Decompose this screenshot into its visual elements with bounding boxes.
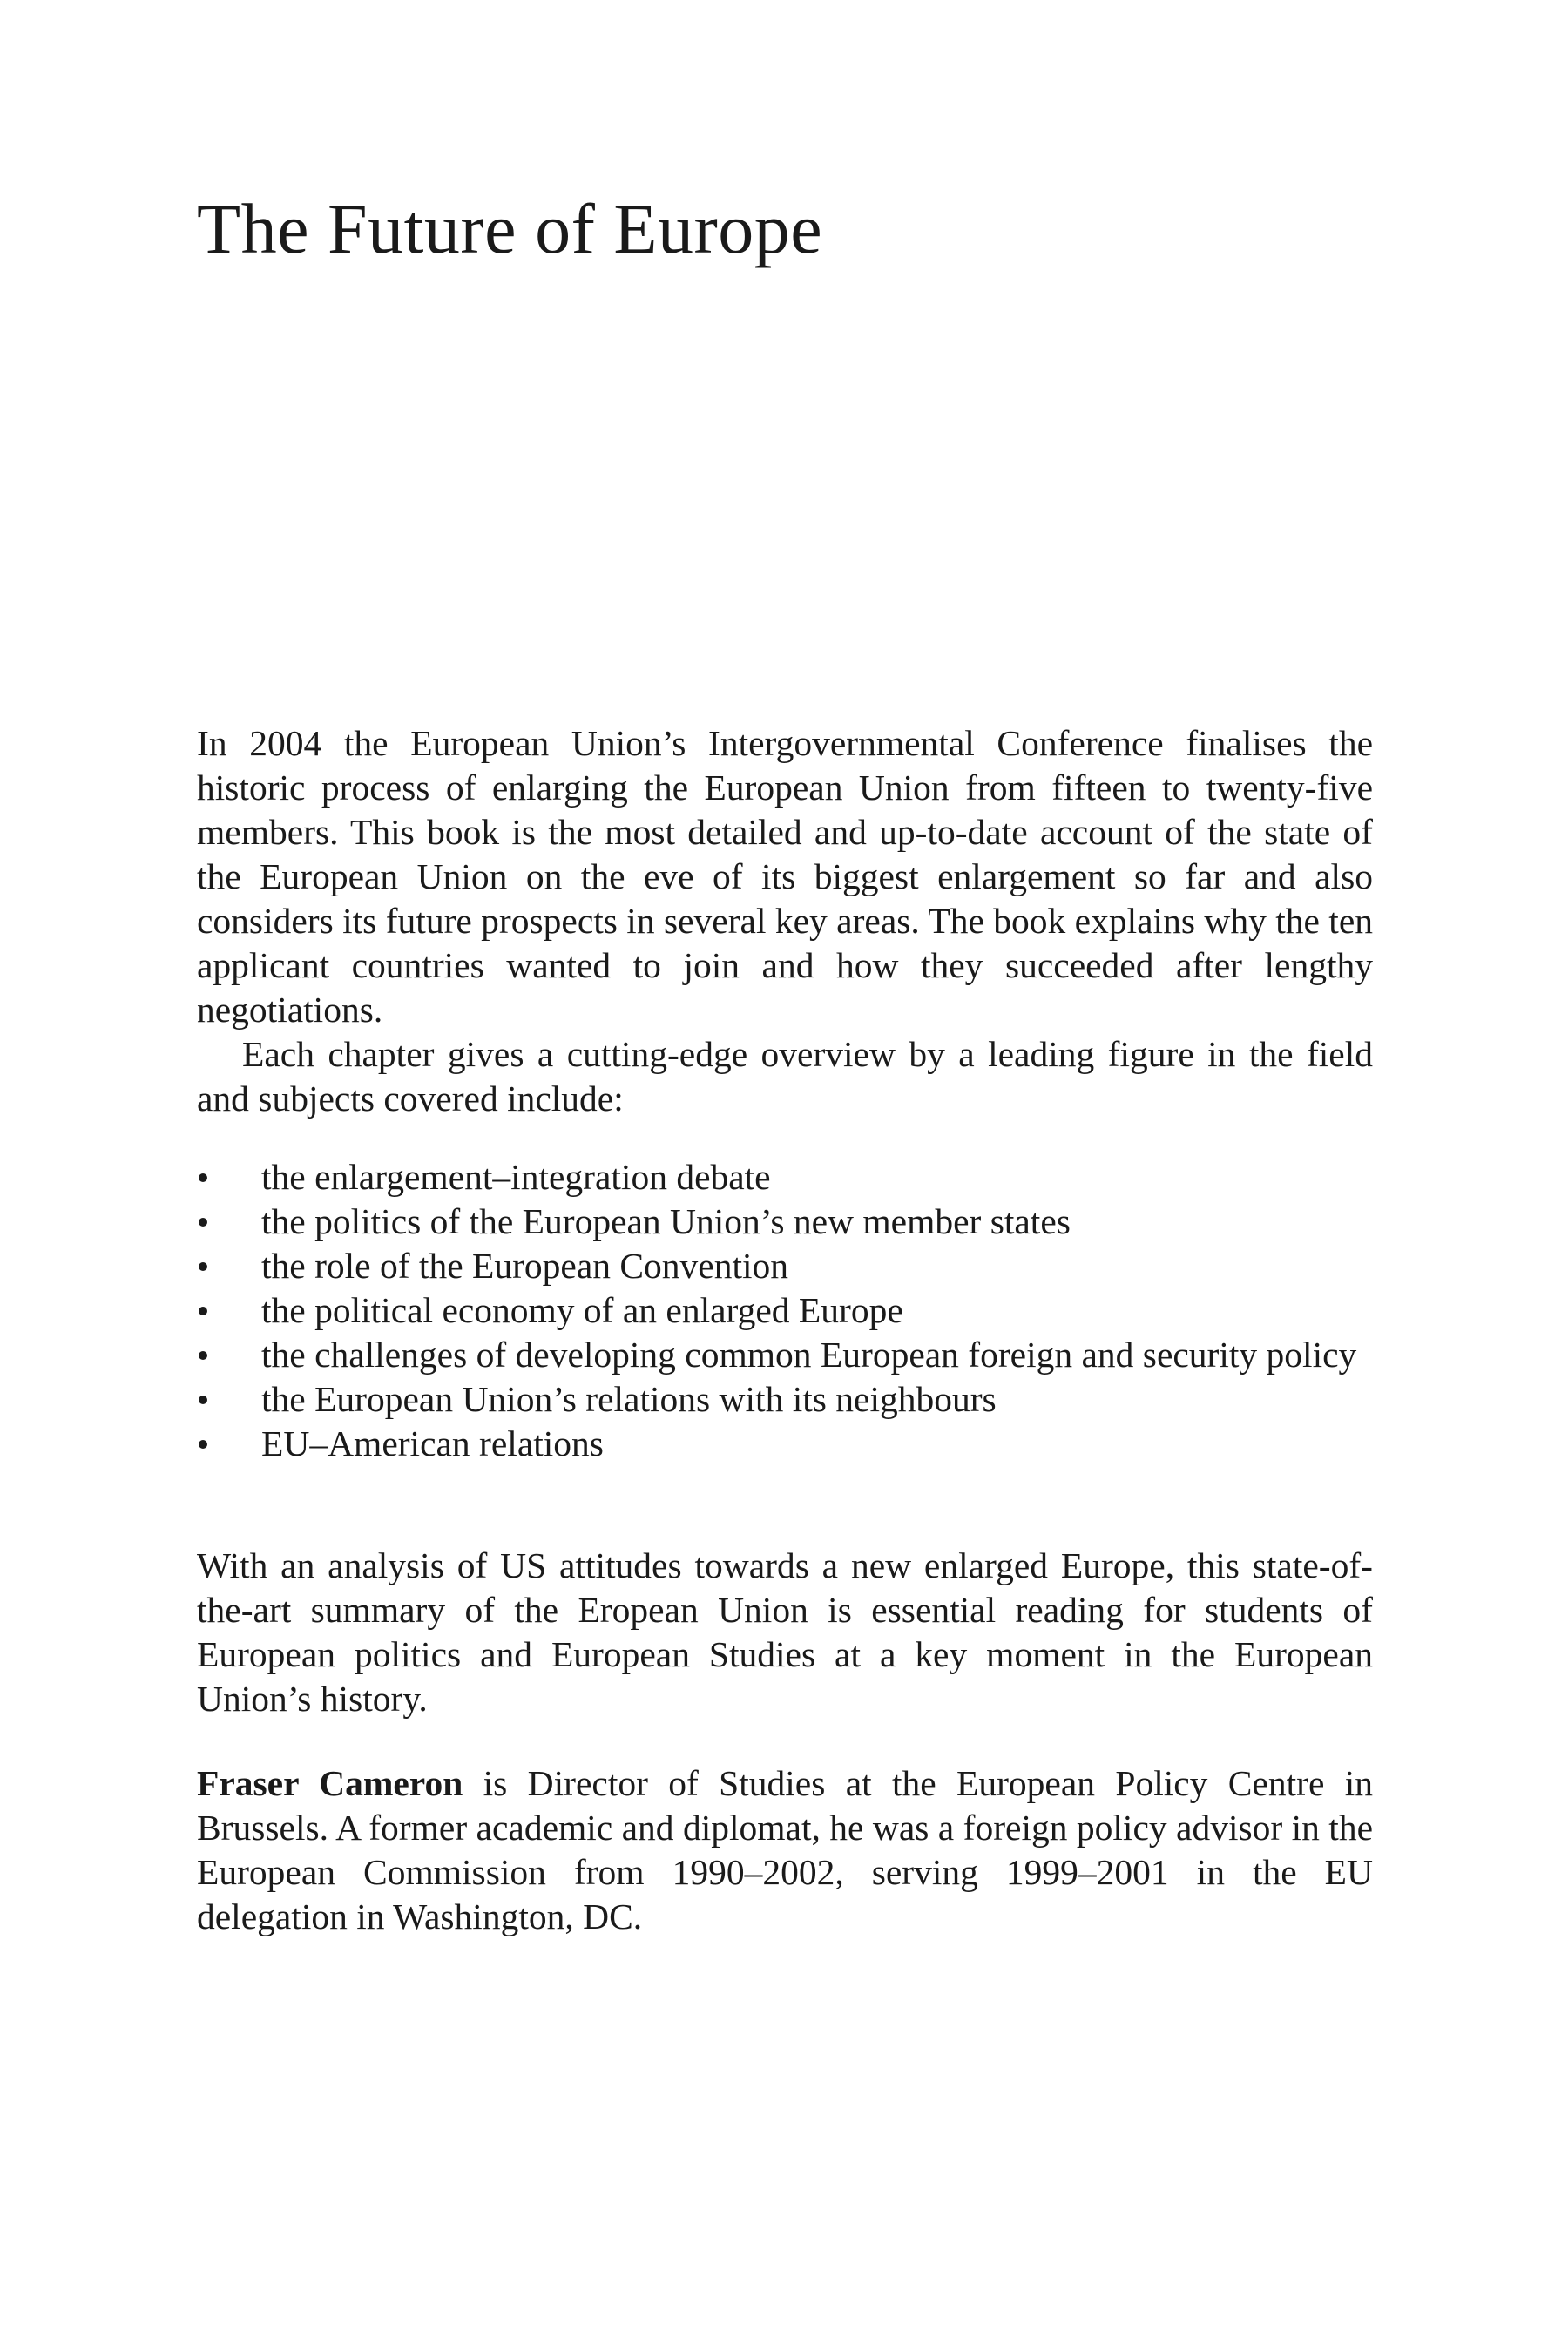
list-item-text: EU–American relations: [261, 1423, 604, 1463]
subjects-intro-paragraph: Each chapter gives a cutting-edge overview by a leading figure in the field and subjects covered include:: [197, 1034, 1373, 1119]
topics-list: [197, 1155, 1373, 1466]
list-item-text: the European Union’s relations with its neighbours: [261, 1379, 997, 1419]
list-item: [197, 1200, 1373, 1244]
list-item-text: the enlargement–integration debate: [261, 1157, 771, 1197]
list-item: [197, 1155, 1373, 1200]
list-item: [197, 1288, 1373, 1333]
page-title: The Future of Europe: [197, 189, 823, 268]
list-item: [197, 1422, 1373, 1466]
list-item: [197, 1333, 1373, 1377]
list-item: [197, 1377, 1373, 1422]
list-item-text: the political economy of an enlarged Europe: [261, 1290, 903, 1330]
intro-paragraph: In 2004 the European Union’s Intergovernmental Conference finalises the historic process of enlarging the European Union from fifteen to twenty-five members. This book is the most detailed and up-to-date account of the state of the European Union on the eve of its biggest enlargement so far and also considers its future prospects in several key areas. The book explains why the ten applicant countries wanted to join and how they succeeded after lengthy negotiations.: [197, 723, 1373, 1030]
list-item-text: the challenges of developing common European foreign and security policy: [261, 1335, 1357, 1375]
author-bio: [197, 1761, 1373, 1939]
book-blurb: [197, 721, 1373, 1121]
list-item: [197, 1244, 1373, 1288]
summary-paragraph: With an analysis of US attitudes towards a new enlarged Europe, this state-of-the-art summary of the Eropean Union is essential reading for students of European politics and European Studies at a key moment in the European Union’s history.: [197, 1545, 1373, 1719]
author-bio-text: is Director of Studies at the European Policy Centre in Brussels. A former academic and diplomat, he was a foreign policy advisor in the European Commission from 1990–2002, serving 1999–2001 in the EU delegation in Washington, DC.: [197, 1763, 1373, 1936]
list-item-text: the role of the European Convention: [261, 1246, 789, 1286]
list-item-text: the politics of the European Union’s new member states: [261, 1201, 1071, 1241]
author-name: Fraser Cameron: [197, 1763, 463, 1803]
